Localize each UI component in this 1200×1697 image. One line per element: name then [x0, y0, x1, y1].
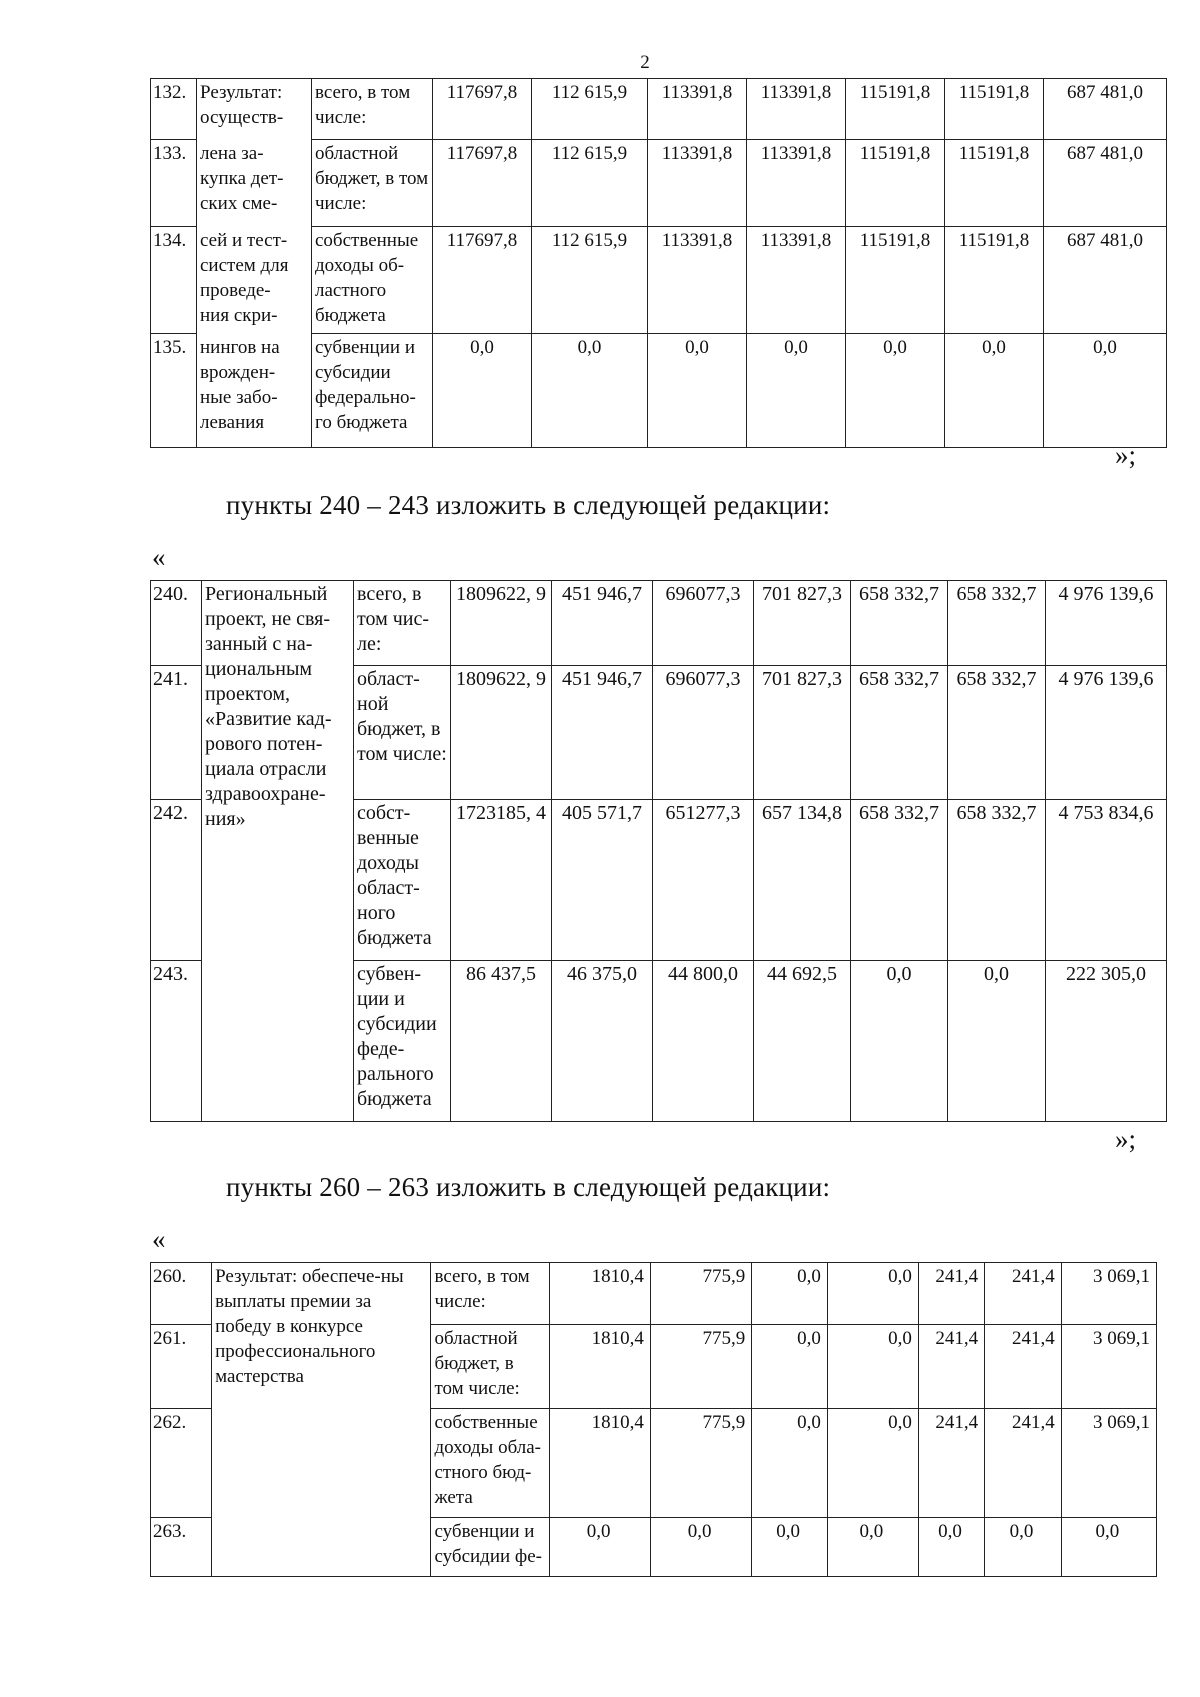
- row-number: 241.: [151, 666, 202, 800]
- value-cell: 4 976 139,6: [1046, 581, 1167, 666]
- value-cell: 696077,3: [653, 666, 754, 800]
- value-cell: 696077,3: [653, 581, 754, 666]
- value-cell: 3 069,1: [1061, 1409, 1156, 1518]
- budget-table-260-263: [150, 1262, 1157, 1577]
- value-cell: 117697,8: [433, 140, 532, 227]
- value-cell: 115191,8: [846, 140, 945, 227]
- value-cell: 775,9: [650, 1263, 751, 1325]
- value-cell: 112 615,9: [532, 140, 648, 227]
- table-row: [151, 581, 1167, 666]
- table-row: [151, 227, 1167, 334]
- result-description: нингов на врожден- ные забо- левания: [197, 334, 312, 448]
- result-description: Результат: осуществ-: [197, 79, 312, 140]
- value-cell: 657 134,8: [754, 800, 851, 961]
- value-cell: 687 481,0: [1044, 140, 1167, 227]
- value-cell: 1809622, 9: [451, 666, 552, 800]
- value-cell: 113391,8: [747, 227, 846, 334]
- value-cell: 241,4: [918, 1409, 984, 1518]
- value-cell: 701 827,3: [754, 666, 851, 800]
- budget-table-240-243: [150, 580, 1167, 1122]
- funding-source-label: субвен-ции и субсидии феде-рального бюджета: [354, 961, 451, 1122]
- row-number: 242.: [151, 800, 202, 961]
- value-cell: 115191,8: [945, 227, 1044, 334]
- value-cell: 113391,8: [747, 79, 846, 140]
- value-cell: 3 069,1: [1061, 1325, 1156, 1409]
- row-number: 133.: [151, 140, 197, 227]
- value-cell: 0,0: [827, 1409, 918, 1518]
- value-cell: 0,0: [827, 1518, 918, 1577]
- value-cell: 1723185, 4: [451, 800, 552, 961]
- result-description: Результат: обеспече-ны выплаты премии за победу в конкурсе профессионального мастерства: [212, 1263, 431, 1577]
- value-cell: 241,4: [985, 1325, 1062, 1409]
- value-cell: 0,0: [827, 1325, 918, 1409]
- result-description: лена за- купка дет- ских сме-: [197, 140, 312, 227]
- value-cell: 658 332,7: [948, 581, 1046, 666]
- value-cell: 4 976 139,6: [1046, 666, 1167, 800]
- funding-source-label: субвенции и субсидии федерально-го бюджета: [312, 334, 433, 448]
- funding-source-label: областной бюджет, в том числе:: [312, 140, 433, 227]
- value-cell: 0,0: [1044, 334, 1167, 448]
- value-cell: 112 615,9: [532, 79, 648, 140]
- value-cell: 687 481,0: [1044, 227, 1167, 334]
- value-cell: 658 332,7: [851, 800, 948, 961]
- value-cell: 687 481,0: [1044, 79, 1167, 140]
- value-cell: 0,0: [948, 961, 1046, 1122]
- value-cell: 0,0: [550, 1518, 650, 1577]
- value-cell: 0,0: [945, 334, 1044, 448]
- value-cell: 775,9: [650, 1409, 751, 1518]
- row-number: 243.: [151, 961, 202, 1122]
- value-cell: 1810,4: [550, 1263, 650, 1325]
- value-cell: 222 305,0: [1046, 961, 1167, 1122]
- closing-quote: »;: [1115, 1124, 1137, 1154]
- value-cell: 0,0: [650, 1518, 751, 1577]
- value-cell: 3 069,1: [1061, 1263, 1156, 1325]
- table-row: [151, 334, 1167, 448]
- row-number: 261.: [151, 1325, 212, 1409]
- row-number: 260.: [151, 1263, 212, 1325]
- value-cell: 4 753 834,6: [1046, 800, 1167, 961]
- funding-source-label: собст-венные доходы област-ного бюджета: [354, 800, 451, 961]
- value-cell: 651277,3: [653, 800, 754, 961]
- value-cell: 44 800,0: [653, 961, 754, 1122]
- value-cell: 451 946,7: [552, 581, 653, 666]
- value-cell: 0,0: [918, 1518, 984, 1577]
- value-cell: 0,0: [752, 1409, 828, 1518]
- row-number: 135.: [151, 334, 197, 448]
- budget-table-132-135: [150, 78, 1167, 448]
- value-cell: 0,0: [985, 1518, 1062, 1577]
- funding-source-label: област-ной бюджет, в том числе:: [354, 666, 451, 800]
- value-cell: 451 946,7: [552, 666, 653, 800]
- value-cell: 241,4: [985, 1263, 1062, 1325]
- value-cell: 117697,8: [433, 79, 532, 140]
- funding-source-label: субвенции и субсидии фе-: [431, 1518, 550, 1577]
- value-cell: 115191,8: [945, 140, 1044, 227]
- value-cell: 113391,8: [747, 140, 846, 227]
- row-number: 132.: [151, 79, 197, 140]
- value-cell: 0,0: [752, 1518, 828, 1577]
- closing-quote: »;: [1115, 440, 1137, 470]
- instruction-text: пункты 240 – 243 изложить в следующей редакции:: [226, 490, 831, 520]
- value-cell: 1810,4: [550, 1409, 650, 1518]
- value-cell: 658 332,7: [851, 666, 948, 800]
- value-cell: 241,4: [918, 1263, 984, 1325]
- page-number: 2: [640, 52, 650, 73]
- value-cell: 405 571,7: [552, 800, 653, 961]
- funding-source-label: областной бюджет, в том числе:: [431, 1325, 550, 1409]
- value-cell: 115191,8: [945, 79, 1044, 140]
- value-cell: 115191,8: [846, 79, 945, 140]
- value-cell: 1810,4: [550, 1325, 650, 1409]
- value-cell: 0,0: [648, 334, 747, 448]
- result-description: сей и тест- систем для проведе- ния скри-: [197, 227, 312, 334]
- opening-quote: «: [152, 1224, 166, 1254]
- funding-source-label: собственные доходы об-ластного бюджета: [312, 227, 433, 334]
- value-cell: 658 332,7: [948, 800, 1046, 961]
- funding-source-label: всего, в том числе:: [312, 79, 433, 140]
- value-cell: 0,0: [851, 961, 948, 1122]
- table-row: [151, 79, 1167, 140]
- value-cell: 0,0: [846, 334, 945, 448]
- value-cell: 701 827,3: [754, 581, 851, 666]
- value-cell: 658 332,7: [948, 666, 1046, 800]
- opening-quote: «: [152, 542, 166, 572]
- value-cell: 112 615,9: [532, 227, 648, 334]
- value-cell: 115191,8: [846, 227, 945, 334]
- value-cell: 0,0: [827, 1263, 918, 1325]
- value-cell: 0,0: [747, 334, 846, 448]
- result-description: Региональный проект, не свя-занный с на-циональным проектом, «Развитие кад-рового потен-циала отрасли здравоохране-ния»: [202, 581, 354, 1122]
- value-cell: 113391,8: [648, 79, 747, 140]
- row-number: 240.: [151, 581, 202, 666]
- value-cell: 658 332,7: [851, 581, 948, 666]
- row-number: 262.: [151, 1409, 212, 1518]
- instruction-text: пункты 260 – 263 изложить в следующей редакции:: [226, 1172, 831, 1202]
- value-cell: 86 437,5: [451, 961, 552, 1122]
- value-cell: 46 375,0: [552, 961, 653, 1122]
- value-cell: 0,0: [752, 1263, 828, 1325]
- value-cell: 117697,8: [433, 227, 532, 334]
- row-number: 263.: [151, 1518, 212, 1577]
- value-cell: 113391,8: [648, 140, 747, 227]
- value-cell: 775,9: [650, 1325, 751, 1409]
- value-cell: 0,0: [433, 334, 532, 448]
- value-cell: 113391,8: [648, 227, 747, 334]
- funding-source-label: собственные доходы обла-стного бюд-жета: [431, 1409, 550, 1518]
- value-cell: 0,0: [1061, 1518, 1156, 1577]
- value-cell: 44 692,5: [754, 961, 851, 1122]
- table-row: [151, 140, 1167, 227]
- row-number: 134.: [151, 227, 197, 334]
- funding-source-label: всего, в том числе:: [431, 1263, 550, 1325]
- funding-source-label: всего, в том чис-ле:: [354, 581, 451, 666]
- value-cell: 1809622, 9: [451, 581, 552, 666]
- value-cell: 241,4: [918, 1325, 984, 1409]
- table-row: [151, 1263, 1157, 1325]
- value-cell: 241,4: [985, 1409, 1062, 1518]
- value-cell: 0,0: [752, 1325, 828, 1409]
- value-cell: 0,0: [532, 334, 648, 448]
